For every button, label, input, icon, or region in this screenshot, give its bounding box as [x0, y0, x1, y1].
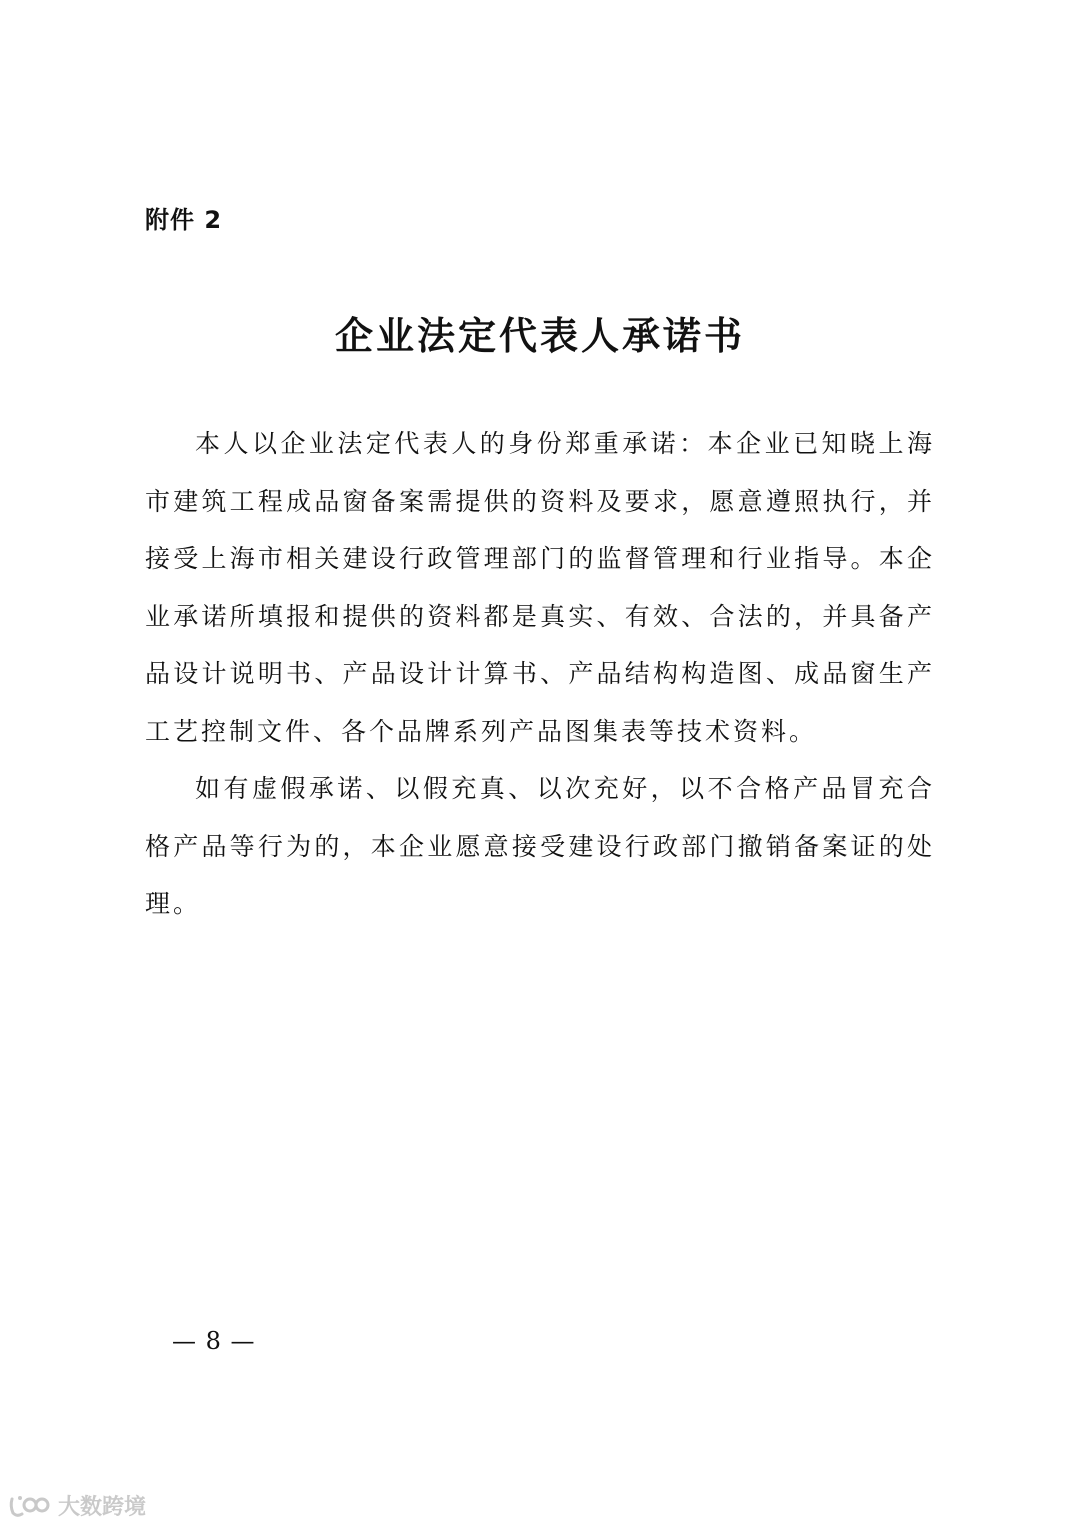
paragraph-commitment: 本人以企业法定代表人的身份郑重承诺：本企业已知晓上海市建筑工程成品窗备案需提供的资料及要求，愿意遵照执行，并接受上海市相关建设行政管理部门的监督管理和行业指导。本企业承诺所填报和提供的资料都是真实、有效、合法的，并具备产品设计说明书、产品设计计算书、产品结构构造图、成品窗生产工艺控制文件、各个品牌系列产品图集表等技术资料。 [145, 429, 935, 746]
attachment-label: 附件 2 [145, 206, 223, 234]
brand-logo-icon [8, 1493, 54, 1519]
watermark-text: 大数跨境 [58, 1495, 147, 1520]
document-title: 企业法定代表人承诺书 [334, 313, 745, 358]
watermark [8, 1490, 146, 1521]
document-body [145, 415, 935, 933]
page-number: — 8 — [172, 1327, 256, 1355]
paragraph-liability: 如有虚假承诺、以假充真、以次充好，以不合格产品冒充合格产品等行为的，本企业愿意接受建设行政部门撤销备案证的处理。 [145, 774, 935, 918]
